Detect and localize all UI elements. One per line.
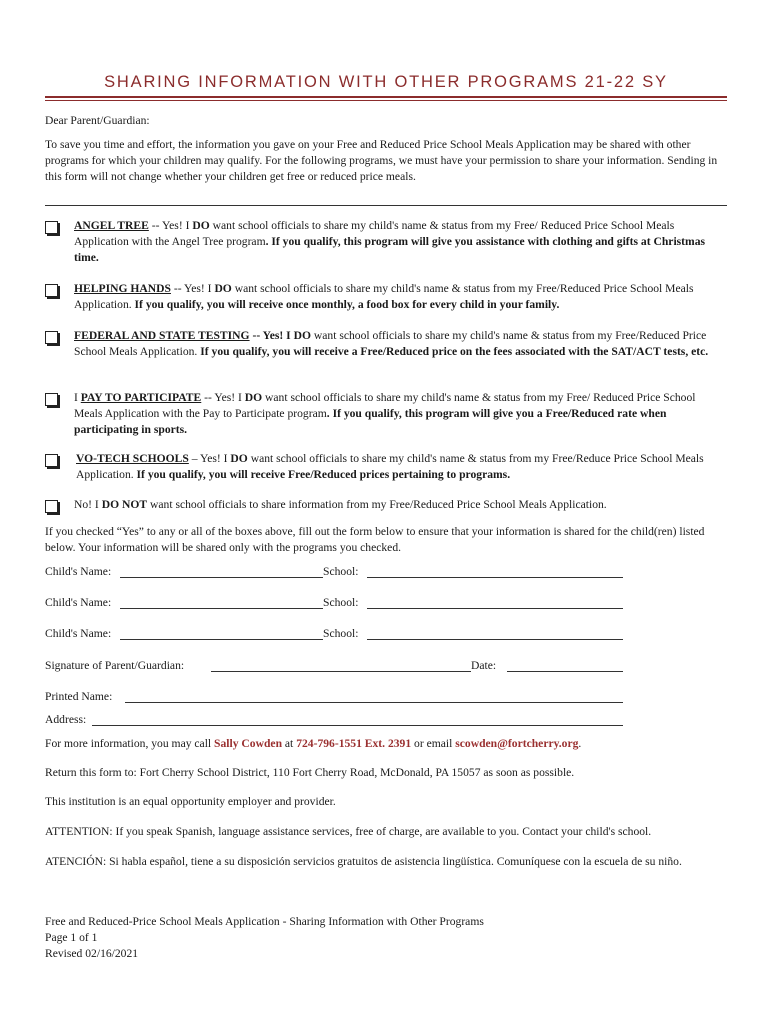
salutation: Dear Parent/Guardian:	[45, 114, 150, 127]
address-label: Address:	[45, 713, 87, 726]
date-field[interactable]	[507, 671, 623, 672]
child-row-3	[45, 626, 623, 642]
option-do: DO	[192, 219, 210, 232]
footer-page: Page 1 of 1	[45, 931, 98, 944]
contact-name: Sally Cowden	[214, 737, 283, 750]
contact-lead: For more information, you may call	[45, 737, 215, 750]
federal-state-testing-checkbox[interactable]	[45, 331, 58, 344]
option-lead: -- Yes! I	[148, 219, 193, 232]
program-name: VO-TECH SCHOOLS	[76, 452, 189, 465]
footer-title: Free and Reduced-Price School Meals Application - Sharing Information with Other Programs	[45, 915, 484, 928]
instructions: If you checked “Yes” to any or all of the boxes above, fill out the form below to ensure that your information is shared for the child(ren) listed below. Your information will be shared only with the programs you checked.	[45, 525, 705, 554]
page-title: SHARING INFORMATION WITH OTHER PROGRAMS 21-22 SY	[104, 73, 668, 91]
option-body: want school officials to share my child's name & status from my Free/Reduced Price School Meals Application.	[74, 282, 694, 311]
option-do: DO	[230, 452, 248, 465]
child-row-1	[45, 564, 623, 580]
no-body: want school officials to share information from my Free/Reduced Price School Meals Application.	[147, 498, 607, 511]
option-lead: -- Yes! I	[249, 329, 294, 342]
option-benefit: If you qualify, you will receive once monthly, a food box for every child in your family.	[134, 298, 560, 311]
address-row	[45, 712, 623, 728]
option-do: DO	[214, 282, 232, 295]
contact-or: or email	[411, 737, 456, 750]
option-text	[76, 451, 726, 483]
option-benefit: If you qualify, this program will give you a Free/Reduced rate when participating in sports.	[74, 407, 667, 436]
option-text	[74, 281, 724, 313]
child-name-field[interactable]	[120, 608, 323, 609]
angel-tree-checkbox[interactable]	[45, 221, 58, 234]
option-lead: – Yes! I	[188, 452, 231, 465]
child-name-label: Child's Name:	[45, 596, 112, 609]
option-body: want school officials to share my child's name & status from my Free/Reduce Price School Meals Application.	[76, 452, 704, 481]
option-text	[74, 328, 724, 360]
option-do: DO	[293, 329, 311, 342]
option-body: want school officials to share my child's name & status from my Free/Reduced Price School Meals Application.	[74, 329, 707, 358]
option-body: want school officials to share my child's name & status from my Free/ Reduced Price School Meals Application with the Angel Tree program	[74, 219, 675, 248]
printed-name-field[interactable]	[125, 702, 623, 703]
contact-at: at	[282, 737, 297, 750]
program-name: FEDERAL AND STATE TESTING	[74, 329, 250, 342]
address-field[interactable]	[92, 725, 623, 726]
option-benefit: If you qualify, you will receive a Free/Reduced price on the fees associated with the SAT/ACT tests, etc.	[200, 345, 709, 358]
option-do: DO	[244, 391, 263, 404]
school-label: School:	[323, 565, 359, 578]
signature-label: Signature of Parent/Guardian:	[45, 659, 185, 672]
contact-end: .	[578, 737, 582, 750]
equal-opportunity-statement: This institution is an equal opportunity employer and provider.	[45, 795, 336, 808]
option-benefit: If you qualify, you will receive Free/Reduced prices pertaining to programs.	[136, 468, 511, 481]
school-field[interactable]	[367, 608, 623, 609]
contact-line	[45, 736, 727, 752]
option-prefix: I	[74, 391, 81, 404]
program-name: PAY TO PARTICIPATE	[80, 391, 202, 404]
vo-tech-schools-checkbox[interactable]	[45, 454, 58, 467]
helping-hands-checkbox[interactable]	[45, 284, 58, 297]
option-text	[74, 497, 724, 513]
option-text	[74, 218, 724, 266]
title-rule-thin	[45, 100, 727, 101]
option-dot: .	[326, 407, 333, 420]
option-benefit: If you qualify, this program will give you assistance with clothing and gifts at Christmas time.	[74, 235, 706, 264]
school-label: School:	[323, 627, 359, 640]
printed-name-label: Printed Name:	[45, 690, 113, 703]
child-name-label: Child's Name:	[45, 565, 112, 578]
option-dot: .	[265, 235, 272, 248]
contact-phone: 724-796-1551 Ext. 2391	[296, 737, 412, 750]
printed-name-row	[45, 689, 623, 705]
pay-to-participate-checkbox[interactable]	[45, 393, 58, 406]
attention-spanish: ATENCIÓN: Si habla español, tiene a su disposición servicios gratuitos de asistencia lingüística. Comuníquese con la escuela de su niño.	[45, 855, 682, 868]
contact-email[interactable]: scowden@fortcherry.org	[455, 737, 579, 750]
child-name-field[interactable]	[120, 577, 323, 578]
no-donot: DO NOT	[101, 498, 148, 511]
option-lead: -- Yes! I	[201, 391, 245, 404]
child-name-label: Child's Name:	[45, 627, 112, 640]
attention-english: ATTENTION: If you speak Spanish, language assistance services, free of charge, are available to you. Contact your child's school.	[45, 825, 652, 838]
option-text	[74, 390, 724, 438]
footer-revised: Revised 02/16/2021	[45, 947, 139, 960]
no-checkbox[interactable]	[45, 500, 58, 513]
school-field[interactable]	[367, 577, 623, 578]
section-divider	[45, 205, 727, 206]
program-name: ANGEL TREE	[74, 219, 149, 232]
title-rule	[45, 96, 727, 98]
school-field[interactable]	[367, 639, 623, 640]
program-name: HELPING HANDS	[74, 282, 171, 295]
child-row-2	[45, 595, 623, 611]
return-instructions: Return this form to: Fort Cherry School District, 110 Fort Cherry Road, McDonald, PA 15057 as soon as possible.	[45, 766, 575, 779]
intro-paragraph: To save you time and effort, the information you gave on your Free and Reduced Price School Meals Application may be shared with other programs for which your children may qualify. For the following programs, we must have your permission to share your information. Sending in this form will not change whether your children get free or reduced price meals.	[45, 138, 718, 183]
child-name-field[interactable]	[120, 639, 323, 640]
school-label: School:	[323, 596, 359, 609]
option-lead: -- Yes! I	[170, 282, 215, 295]
option-body: want school officials to share my child's name & status from my Free/ Reduced Price School Meals Application with the Pay to Participate program	[74, 391, 696, 420]
footer	[45, 914, 645, 962]
no-lead: No! I	[74, 498, 102, 511]
signature-row	[45, 658, 623, 674]
signature-field[interactable]	[211, 671, 471, 672]
date-label: Date:	[471, 659, 497, 672]
